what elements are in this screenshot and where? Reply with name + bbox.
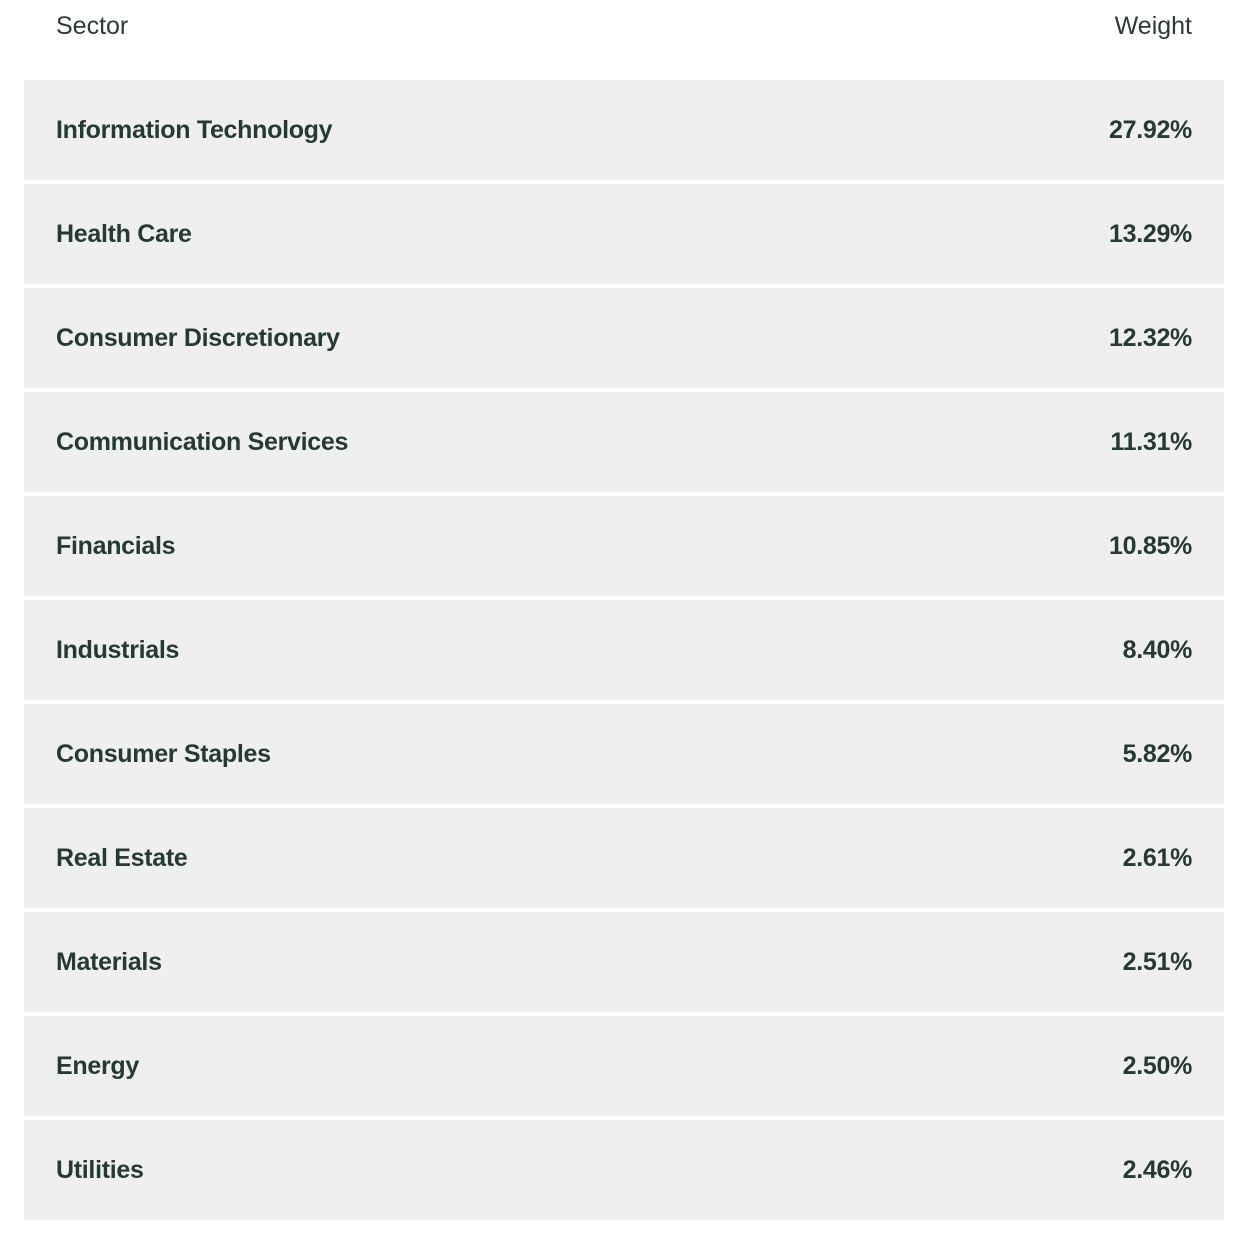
sector-name: Health Care — [56, 219, 192, 248]
sector-weight: 2.51% — [1122, 947, 1192, 976]
sector-name: Utilities — [56, 1155, 144, 1184]
sector-weight: 13.29% — [1109, 219, 1192, 248]
sector-weight: 2.61% — [1122, 843, 1192, 872]
sector-name: Materials — [56, 947, 162, 976]
sector-weight: 2.50% — [1122, 1051, 1192, 1080]
table-body — [24, 80, 1224, 1220]
table-row — [24, 1016, 1224, 1116]
sector-weight: 2.46% — [1122, 1155, 1192, 1184]
sector-weight: 11.31% — [1110, 427, 1192, 456]
weight-column-header: Weight — [1114, 12, 1192, 40]
sector-weight-table — [24, 0, 1224, 1220]
table-row — [24, 600, 1224, 700]
table-row — [24, 288, 1224, 388]
table-header — [24, 0, 1224, 80]
sector-weight: 27.92% — [1109, 115, 1192, 144]
sector-weight: 12.32% — [1109, 323, 1192, 352]
sector-name: Energy — [56, 1051, 139, 1080]
table-row — [24, 80, 1224, 180]
table-row — [24, 496, 1224, 596]
sector-name: Real Estate — [56, 843, 188, 872]
table-row — [24, 1120, 1224, 1220]
sector-weight: 10.85% — [1109, 531, 1192, 560]
table-row — [24, 184, 1224, 284]
table-row — [24, 912, 1224, 1012]
table-row — [24, 704, 1224, 804]
sector-weight: 8.40% — [1122, 635, 1192, 664]
sector-name: Information Technology — [56, 115, 333, 144]
sector-name: Communication Services — [56, 427, 349, 456]
sector-name: Consumer Staples — [56, 739, 271, 768]
table-row — [24, 392, 1224, 492]
sector-name: Industrials — [56, 635, 180, 664]
sector-column-header: Sector — [56, 12, 129, 40]
table-row — [24, 808, 1224, 908]
sector-name: Financials — [56, 531, 176, 560]
sector-name: Consumer Discretionary — [56, 323, 340, 352]
sector-weight: 5.82% — [1122, 739, 1192, 768]
